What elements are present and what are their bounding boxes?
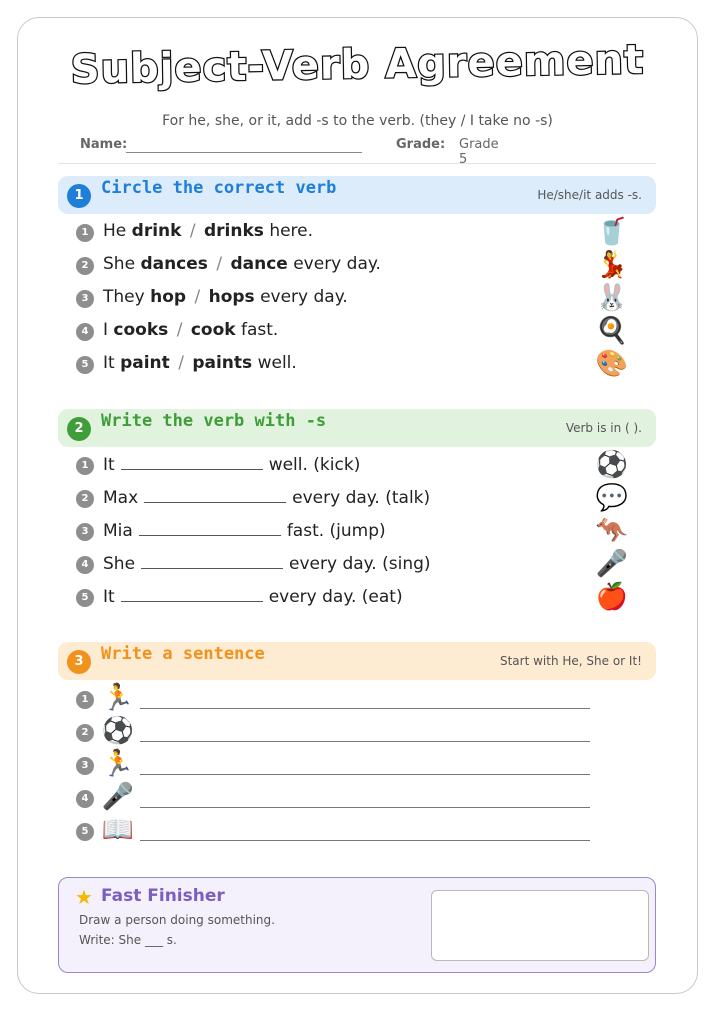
section-number-badge: 1: [67, 184, 91, 208]
fast-finisher-prompt: Write: She ___ s.: [79, 933, 177, 947]
item-rest: every day. (sing): [289, 554, 431, 574]
palette-icon: 🎨: [595, 349, 629, 379]
item-sentence: [103, 454, 360, 475]
microphone-icon: 🎤: [595, 549, 629, 579]
verb-option-2[interactable]: cook: [190, 320, 236, 340]
item-subject: Max: [103, 488, 139, 508]
item-number: 4: [76, 556, 94, 574]
section-number-badge: 3: [67, 650, 91, 674]
sentence-line[interactable]: [140, 840, 590, 841]
runner-icon: 🏃: [101, 749, 135, 779]
answer-blank[interactable]: [141, 553, 283, 569]
item-number: 5: [76, 356, 94, 374]
star-icon: ★: [75, 885, 93, 909]
item-number: 2: [76, 490, 94, 508]
header-divider: [58, 163, 656, 164]
item-subject: He: [103, 221, 127, 241]
verb-option-1[interactable]: drink: [131, 221, 182, 241]
item-number: 3: [76, 523, 94, 541]
section-1-banner: [58, 176, 656, 214]
item-number: 3: [76, 757, 94, 775]
item-number: 4: [76, 790, 94, 808]
item-subject: It: [103, 455, 115, 475]
sentence-line[interactable]: [140, 708, 590, 709]
section-2-banner: [58, 409, 656, 447]
answer-blank[interactable]: [139, 520, 281, 536]
item-sentence: [103, 353, 297, 373]
name-label: Name:: [80, 137, 128, 152]
section-hint: He/she/it adds -s.: [537, 188, 642, 202]
item-sentence: [103, 320, 278, 340]
verb-option-1[interactable]: hop: [150, 287, 187, 307]
item-number: 1: [76, 457, 94, 475]
item-subject: She: [103, 554, 136, 574]
book-icon: 📖: [101, 815, 135, 845]
item-sentence: [103, 287, 348, 307]
dancer-icon: 💃: [595, 250, 629, 280]
section-title: Circle the correct verb: [101, 178, 337, 198]
option-separator: /: [178, 353, 184, 373]
soccer-ball-icon: ⚽: [101, 716, 135, 746]
kangaroo-icon: 🦘: [595, 516, 629, 546]
verb-option-2[interactable]: drinks: [204, 221, 264, 241]
verb-option-2[interactable]: dance: [230, 254, 288, 274]
answer-blank[interactable]: [121, 586, 263, 602]
fast-finisher-box: [58, 877, 656, 973]
item-rest: here.: [269, 221, 314, 241]
item-rest: well.: [257, 353, 297, 373]
item-sentence: [103, 221, 313, 241]
item-number: 3: [76, 290, 94, 308]
fast-finisher-title: Fast Finisher: [101, 886, 225, 906]
sentence-line[interactable]: [140, 807, 590, 808]
speech-bubble-icon: 💬: [595, 483, 629, 513]
item-rest: well. (kick): [268, 455, 361, 475]
item-rest: fast.: [241, 320, 279, 340]
page-subtitle: For he, she, or it, add -s to the verb. (they / I take no -s): [162, 113, 553, 129]
item-number: 2: [76, 724, 94, 742]
item-subject: They: [103, 287, 145, 307]
item-sentence: [103, 254, 381, 274]
name-field[interactable]: [126, 152, 362, 153]
verb-option-1[interactable]: cooks: [113, 320, 169, 340]
item-number: 5: [76, 823, 94, 841]
item-subject: It: [103, 353, 115, 373]
item-sentence: [103, 520, 386, 541]
answer-blank[interactable]: [144, 487, 286, 503]
verb-option-1[interactable]: paint: [120, 353, 170, 373]
sentence-line[interactable]: [140, 774, 590, 775]
item-number: 1: [76, 224, 94, 242]
option-separator: /: [216, 254, 223, 274]
item-subject: I: [103, 320, 109, 340]
verb-option-2[interactable]: hops: [208, 287, 255, 307]
option-separator: /: [189, 221, 196, 241]
item-rest: every day.: [260, 287, 348, 307]
answer-blank[interactable]: [121, 454, 263, 470]
item-rest: every day. (eat): [268, 587, 403, 607]
item-rest: every day. (talk): [292, 488, 431, 508]
verb-option-1[interactable]: dances: [140, 254, 208, 274]
item-sentence: [103, 487, 430, 508]
item-rest: fast. (jump): [286, 521, 386, 541]
drawing-box[interactable]: [431, 890, 649, 961]
page-title: Subject-Verb Agreement: [70, 36, 645, 94]
item-sentence: [103, 553, 431, 574]
section-hint: Verb is in ( ).: [565, 421, 642, 435]
verb-option-2[interactable]: paints: [192, 353, 253, 373]
rabbit-icon: 🐰: [595, 283, 629, 313]
item-subject: She: [103, 254, 136, 274]
apple-icon: 🍎: [595, 582, 629, 612]
item-number: 5: [76, 589, 94, 607]
section-title: Write a sentence: [101, 644, 265, 664]
section-title: Write the verb with -s: [101, 411, 327, 431]
section-hint: Start with He, She or It!: [499, 654, 642, 668]
section-number-badge: 2: [67, 417, 91, 441]
item-number: 1: [76, 691, 94, 709]
soccer-ball-icon: ⚽: [595, 450, 629, 480]
sentence-line[interactable]: [140, 741, 590, 742]
item-subject: Mia: [103, 521, 133, 541]
grade-value: Grade 5: [459, 137, 499, 167]
grade-label: Grade:: [396, 137, 446, 152]
item-number: 4: [76, 323, 94, 341]
microphone-icon: 🎤: [101, 782, 135, 812]
frying-pan-icon: 🍳: [595, 316, 629, 346]
section-3-banner: [58, 642, 656, 680]
option-separator: /: [194, 287, 201, 307]
item-sentence: [103, 586, 403, 607]
fast-finisher-instruction: Draw a person doing something.: [79, 913, 275, 927]
item-subject: It: [103, 587, 115, 607]
drink-cup-icon: 🥤: [595, 217, 629, 247]
item-rest: every day.: [293, 254, 381, 274]
option-separator: /: [176, 320, 183, 340]
item-number: 2: [76, 257, 94, 275]
runner-icon: 🏃: [101, 683, 135, 713]
